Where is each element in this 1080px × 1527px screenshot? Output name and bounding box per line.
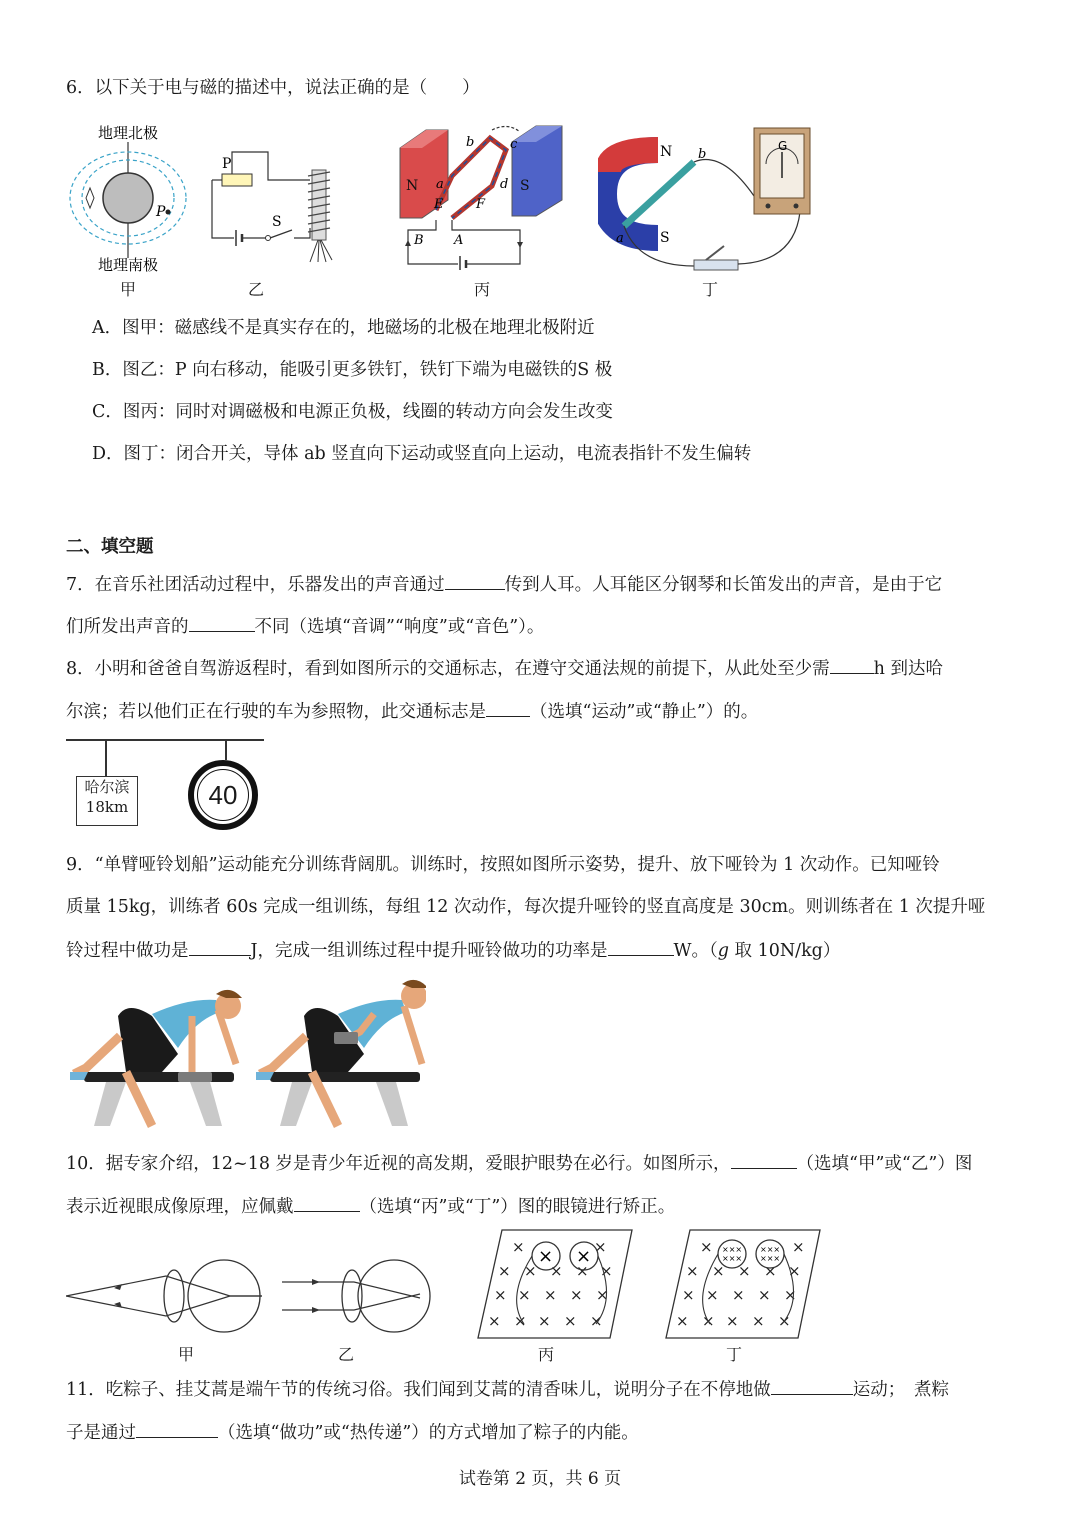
q6-option-d: D．图丁：闭合开关，导体 ab 竖直向下运动或竖直向上运动，电流表指针不发生偏转 — [92, 444, 752, 464]
fig-motor-principle — [396, 120, 576, 270]
svg-text:×: × — [792, 1238, 805, 1256]
svg-text:×: × — [498, 1262, 511, 1280]
q7-line1: 7．在音乐社团活动过程中，乐器发出的声音通过 传到人耳。人耳能区分钢琴和长笛发出的声音，是由于它 — [66, 571, 942, 597]
label-coil-aa: A — [454, 233, 464, 248]
svg-text:×: × — [550, 1262, 563, 1280]
svg-text:×: × — [702, 1312, 715, 1330]
label-coil-f: F — [476, 197, 486, 212]
label-switch-s: S — [272, 214, 282, 230]
label-meter-g: G — [778, 139, 788, 153]
fig-glasses-ding — [664, 1228, 824, 1342]
caption-ding: 丁 — [701, 280, 718, 299]
svg-text:×: × — [732, 1286, 745, 1304]
q11-blank-1 — [771, 1376, 853, 1395]
q9-line2: 质量 15kg，训练者 60s 完成一组训练，每组 12 次动作，每次提升哑铃的竖直高度是 30cm。则训练者在 1 次提升哑 — [66, 897, 986, 917]
caption-eye-jia: 甲 — [177, 1345, 194, 1364]
svg-text:×: × — [538, 1246, 554, 1267]
svg-text:×: × — [524, 1262, 537, 1280]
label-ding-n: N — [660, 144, 673, 160]
svg-text:×: × — [518, 1286, 531, 1304]
svg-text:×: × — [682, 1286, 695, 1304]
label-geo-north: 地理北极 — [98, 124, 159, 142]
svg-text:×: × — [514, 1312, 527, 1330]
fig-eye-yi — [282, 1258, 442, 1338]
sign-distance: 18km — [85, 798, 129, 816]
q8-line2: 尔滨；若以他们正在行驶的车为参照物，此交通标志是 （选填“运动”或“静止”）的。 — [66, 698, 758, 724]
q10-line1: 10．据专家介绍，12~18 岁是青少年近视的高发期，爱眼护眼势在必行。如图所示， （选填“甲”或“乙”）图 — [66, 1150, 972, 1176]
svg-text:×: × — [764, 1262, 777, 1280]
svg-text:×: × — [778, 1312, 791, 1330]
label-coil-d: d — [500, 177, 509, 192]
svg-text:×××: ××× — [760, 1254, 781, 1263]
fig-earth-magnetic-field — [64, 120, 194, 280]
label-rheostat-p: P — [222, 156, 232, 172]
q7-blank-1 — [445, 571, 505, 590]
svg-text:×: × — [706, 1286, 719, 1304]
q8-line1: 8．小明和爸爸自驾游返程时，看到如图所示的交通标志，在遵守交通法规的前提下，从此处至少需 h 到达哈 — [66, 655, 943, 681]
label-coil-b: b — [466, 135, 475, 150]
q6-stem: 6．以下关于电与磁的描述中，说法正确的是（ ） — [66, 78, 480, 98]
svg-text:×: × — [494, 1286, 507, 1304]
q6-option-b: B．图乙：P 向右移动，能吸引更多铁钉，铁钉下端为电磁铁的S 极 — [92, 360, 613, 380]
q9-blank-2 — [608, 937, 674, 956]
svg-text:×: × — [594, 1238, 607, 1256]
distance-sign — [76, 776, 138, 826]
q11-line1: 11．吃粽子、挂艾蒿是端午节的传统习俗。我们闻到艾蒿的清香味儿，说明分子在不停地做 运动； 煮粽 — [66, 1376, 949, 1402]
q10-blank-2 — [294, 1193, 360, 1212]
q9-line1: 9．“单臂哑铃划船”运动能充分训练背阔肌。训练时，按照如图所示姿势，提升、放下哑铃为 1 次动作。已知哑铃 — [66, 855, 940, 875]
svg-text:×××: ××× — [722, 1254, 743, 1263]
svg-text:×: × — [512, 1238, 525, 1256]
section-title: 二、填空题 — [66, 537, 154, 557]
caption-yi: 乙 — [247, 280, 264, 299]
label-point-p: P — [156, 204, 166, 220]
svg-text:×: × — [700, 1238, 713, 1256]
label-coil-a: a — [436, 177, 444, 192]
svg-text:×: × — [788, 1262, 801, 1280]
label-coil-bb: B — [414, 233, 424, 248]
svg-text:×: × — [726, 1312, 739, 1330]
fig-electromagnet-circuit — [206, 150, 346, 270]
caption-jia: 甲 — [119, 280, 136, 299]
svg-text:×××: ××× — [722, 1245, 743, 1254]
svg-text:×: × — [752, 1312, 765, 1330]
svg-text:×: × — [488, 1312, 501, 1330]
q7-blank-2 — [189, 613, 255, 632]
caption-glasses-bing: 丙 — [537, 1345, 554, 1364]
label-magnet-s: S — [520, 178, 530, 194]
q8-blank-1 — [830, 655, 874, 674]
label-coil-e: E — [434, 197, 444, 212]
svg-text:×: × — [538, 1312, 551, 1330]
svg-text:×: × — [738, 1262, 751, 1280]
svg-text:×: × — [676, 1312, 689, 1330]
svg-text:×: × — [576, 1246, 592, 1267]
q7-line2: 们所发出声音的 不同（选填“音调”“响度”或“音色”）。 — [66, 613, 544, 639]
fig-electromagnetic-induction — [598, 122, 818, 272]
svg-text:×: × — [544, 1286, 557, 1304]
q6-option-a: A．图甲：磁感线不是真实存在的，地磁场的北极在地理北极附近 — [92, 318, 595, 338]
sign-city: 哈尔滨 — [84, 778, 130, 796]
svg-text:×: × — [576, 1262, 589, 1280]
label-ding-s: S — [660, 230, 670, 246]
q10-blank-1 — [731, 1150, 797, 1169]
svg-text:×: × — [590, 1312, 603, 1330]
label-magnet-n: N — [406, 178, 419, 194]
q10-line2: 表示近视眼成像原理，应佩戴 （选填“丙”或“丁”）图的眼镜进行矫正。 — [66, 1193, 675, 1219]
label-coil-c: c — [510, 137, 518, 152]
svg-text:×: × — [758, 1286, 771, 1304]
q6-option-c: C．图丙：同时对调磁极和电源正负极，线圈的转动方向会发生改变 — [92, 402, 613, 422]
q9-line3: 铃过程中做功是 J，完成一组训练过程中提升哑铃做功的功率是 W。（g 取 10N/kg） — [66, 937, 840, 963]
svg-text:×: × — [570, 1286, 583, 1304]
svg-text:×: × — [564, 1312, 577, 1330]
fig-dumbbell-row — [66, 976, 426, 1134]
q9-blank-1 — [189, 937, 251, 956]
caption-eye-yi: 乙 — [337, 1345, 354, 1364]
athlete-pose-1 — [70, 990, 242, 1126]
label-geo-south: 地理南极 — [98, 256, 159, 274]
fig-glasses-bing — [476, 1228, 636, 1342]
svg-text:×: × — [784, 1286, 797, 1304]
q8-blank-2 — [486, 698, 530, 717]
athlete-pose-2 — [256, 980, 426, 1126]
label-ding-a: a — [616, 231, 624, 246]
page-footer: 试卷第 2 页，共 6 页 — [458, 1469, 622, 1489]
svg-text:×: × — [600, 1262, 613, 1280]
svg-text:×: × — [686, 1262, 699, 1280]
speed-limit-sign — [188, 760, 258, 830]
fig-eye-jia — [66, 1258, 276, 1338]
svg-text:×××: ××× — [760, 1245, 781, 1254]
svg-text:×: × — [596, 1286, 609, 1304]
svg-text:×: × — [712, 1262, 725, 1280]
q11-line2: 子是通过 （选填“做功”或“热传递”）的方式增加了粽子的内能。 — [66, 1419, 639, 1445]
q11-blank-2 — [136, 1419, 218, 1438]
speed-limit-value: 40 — [208, 780, 238, 810]
caption-bing: 丙 — [473, 280, 490, 299]
label-ding-b: b — [698, 147, 707, 162]
caption-glasses-ding: 丁 — [725, 1345, 742, 1364]
